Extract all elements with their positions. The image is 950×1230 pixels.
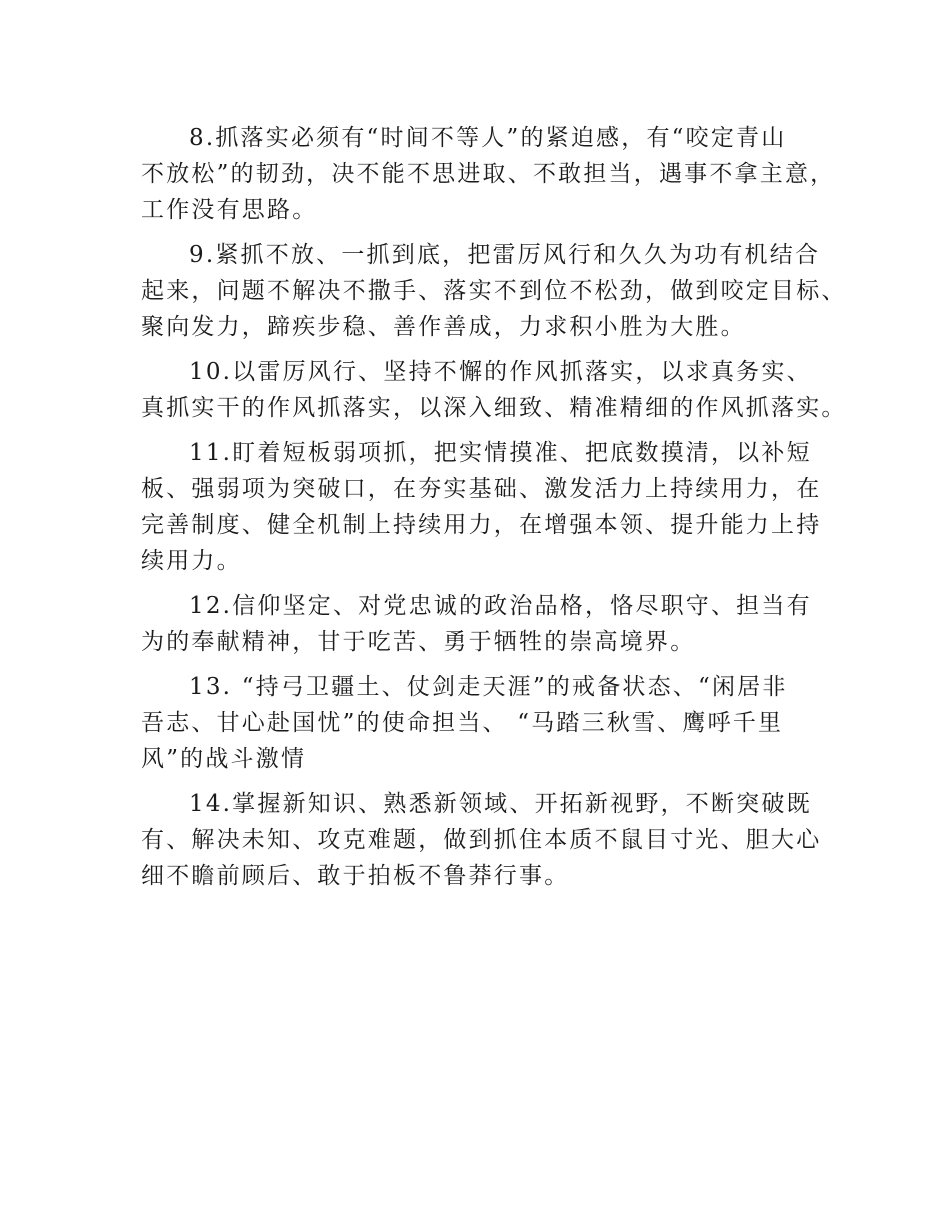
text-line: 9.紧抓不放、一抓到底，把雷厉风行和久久为功有机结合: [189, 242, 821, 268]
text-line: 不放松”的韧劲，决不能不思进取、不敢担当，遇事不拿主意，: [141, 161, 836, 187]
text-line: 11.盯着短板弱项抓，把实情摸准、把底数摸清，以补短: [189, 440, 812, 466]
text-line: 8.抓落实必须有“时间不等人”的紧迫感，有“咬定青山: [189, 125, 787, 151]
text-line: 起来，问题不解决不撒手、落实不到位不松劲，做到咬定目标、: [141, 278, 847, 304]
paragraph-9: [141, 237, 847, 345]
document-body: [141, 120, 847, 903]
text-line: 吾志、甘心赴国忧”的使命担当、 “马踏三秋雪、鹰呼千里: [141, 710, 784, 736]
paragraph-11: [141, 435, 826, 579]
text-line: 13. “持弓卫疆土、仗剑走天涯”的戒备状态、“闲居非: [189, 674, 788, 700]
paragraph-8: [141, 120, 836, 228]
text-line: 14.掌握新知识、熟悉新领域、开拓新视野，不断突破既: [189, 791, 812, 817]
paragraph-12: [141, 588, 826, 660]
text-line: 工作没有思路。: [141, 197, 318, 223]
text-line: 风”的战斗激情: [141, 746, 307, 772]
text-line: 12.信仰坚定、对党忠诚的政治品格，恪尽职守、担当有: [189, 593, 812, 619]
text-line: 细不瞻前顾后、敢于拍板不鲁莽行事。: [141, 863, 570, 889]
text-line: 聚向发力，蹄疾步稳、善作善成，力求积小胜为大胜。: [141, 314, 746, 340]
text-line: 为的奉献精神，甘于吃苦、勇于牺牲的崇高境界。: [141, 629, 696, 655]
text-line: 真抓实干的作风抓落实，以深入细致、精准精细的作风抓落实。: [141, 395, 847, 421]
text-line: 完善制度、健全机制上持续用力，在增强本领、提升能力上持: [141, 512, 822, 538]
text-line: 10.以雷厉风行、坚持不懈的作风抓落实，以求真务实、: [189, 359, 812, 385]
text-line: 续用力。: [141, 548, 242, 574]
paragraph-14: [141, 786, 826, 894]
text-line: 有、解决未知、攻克难题，做到抓住本质不鼠目寸光、胆大心: [141, 827, 822, 853]
text-line: 板、强弱项为突破口，在夯实基础、激发活力上持续用力，在: [141, 476, 822, 502]
paragraph-10: [141, 354, 847, 426]
paragraph-13: [141, 669, 826, 777]
